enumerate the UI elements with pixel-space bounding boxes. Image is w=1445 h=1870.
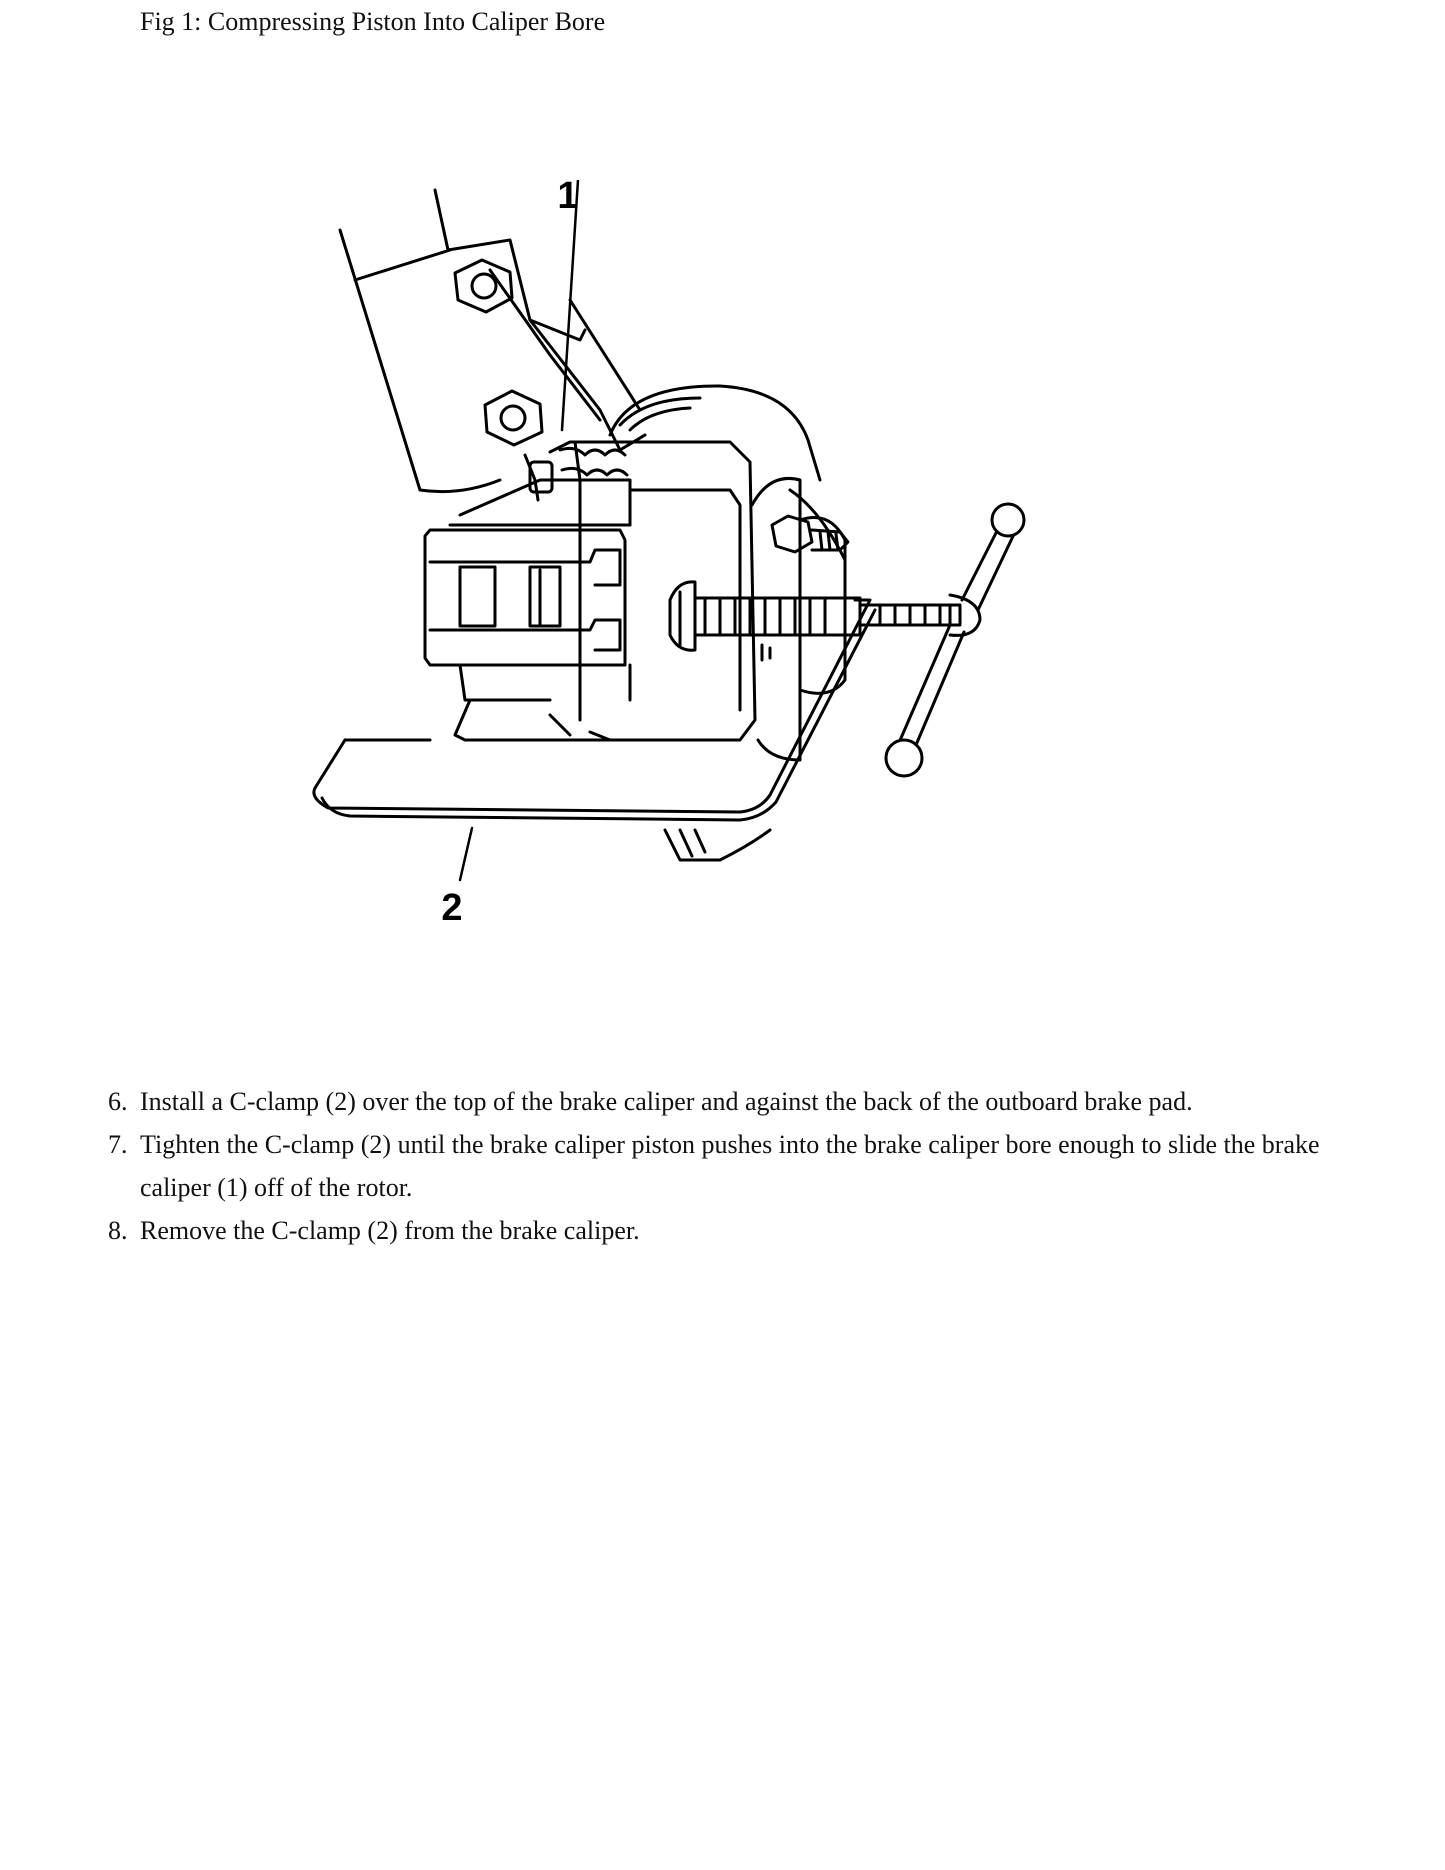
step-item bbox=[108, 1080, 1358, 1123]
step-text: Remove the C-clamp (2) from the brake caliper. bbox=[140, 1216, 640, 1245]
step-number: 7. bbox=[108, 1130, 128, 1159]
callout-2: 2 bbox=[441, 887, 463, 929]
figure-caption: Fig 1: Compressing Piston Into Caliper Bore bbox=[140, 7, 606, 36]
step-text: Tighten the C-clamp (2) until the brake caliper piston pushes into the brake caliper bore enough to slide the brake caliper (1) off of the rotor. bbox=[140, 1130, 1320, 1202]
c-clamp bbox=[314, 504, 1024, 820]
step-item bbox=[108, 1209, 1358, 1252]
step-item bbox=[108, 1123, 1358, 1209]
procedure-steps bbox=[108, 1080, 1358, 1252]
step-number: 8. bbox=[108, 1216, 128, 1245]
step-text: Install a C-clamp (2) over the top of the brake caliper and against the back of the outboard brake pad. bbox=[140, 1087, 1193, 1116]
callout-1: 1 bbox=[557, 180, 579, 217]
step-number: 6. bbox=[108, 1087, 128, 1116]
brake-caliper-illustration bbox=[300, 180, 1180, 940]
steering-knuckle bbox=[340, 190, 645, 500]
